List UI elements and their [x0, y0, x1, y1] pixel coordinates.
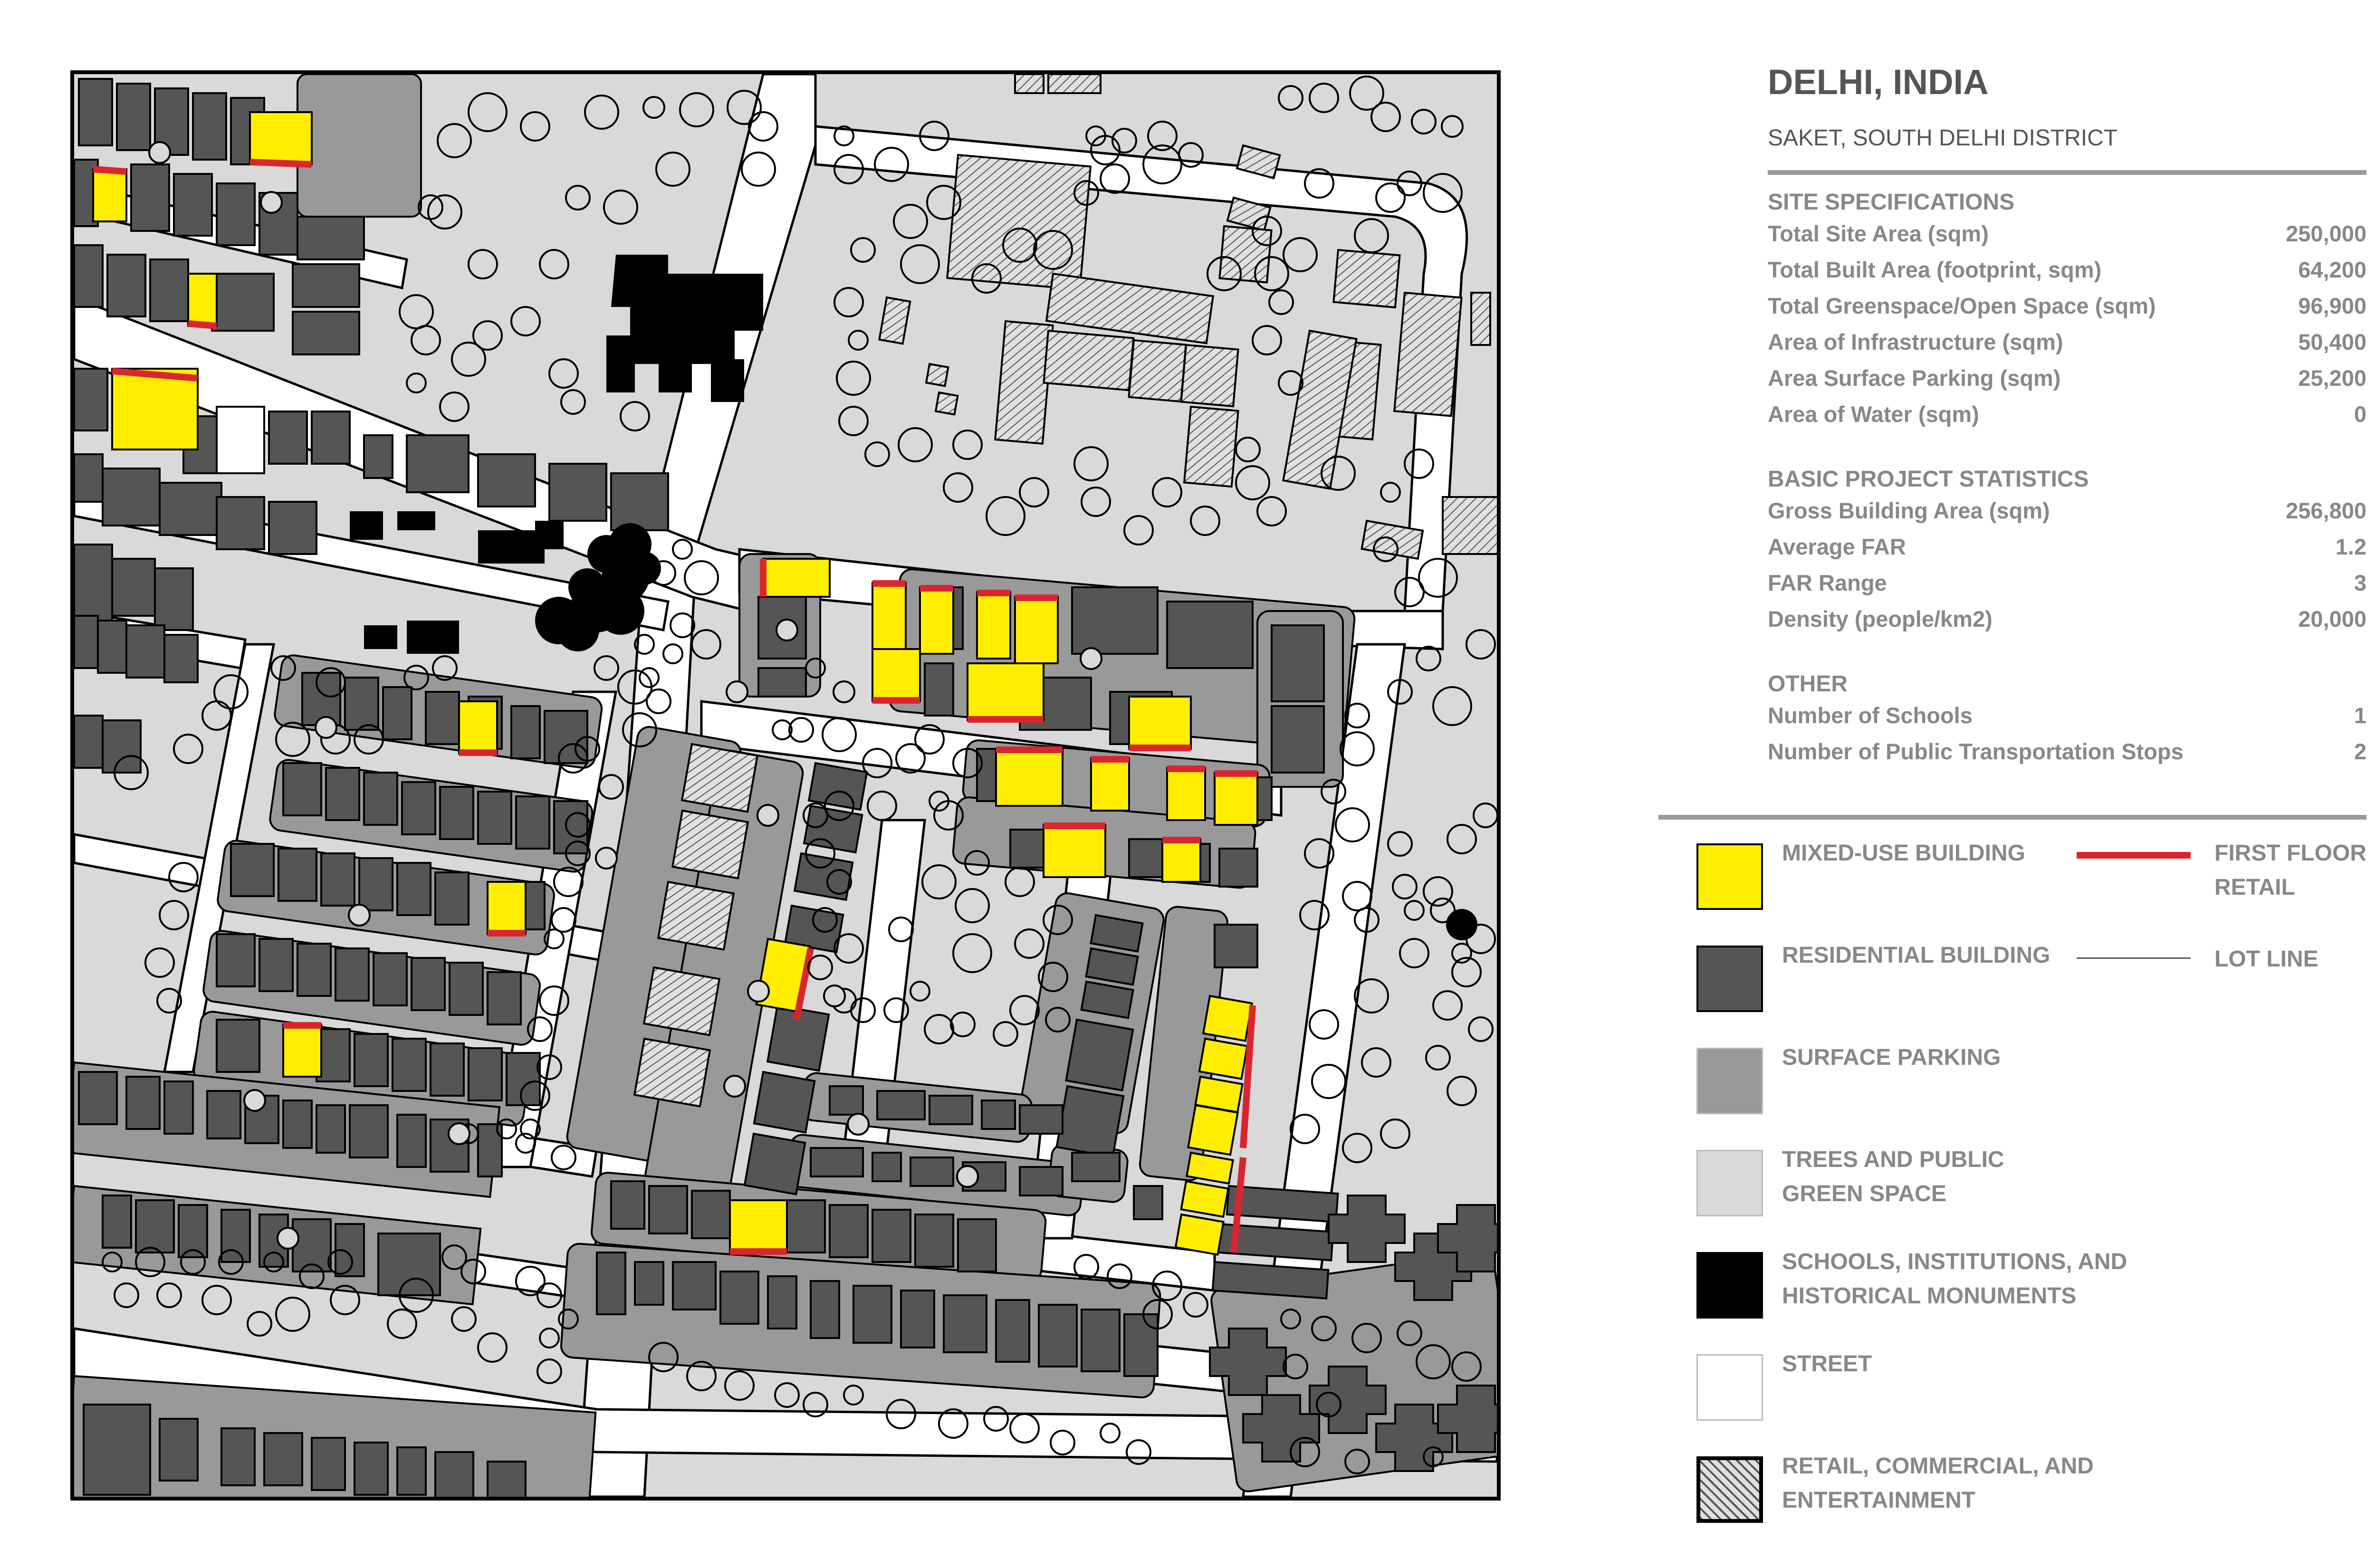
stat-row: Density (people/km2) 20,000 [1768, 606, 2366, 631]
info-panel [1768, 62, 2366, 769]
retail-line-swatch [2077, 852, 2191, 859]
mixed-use-label: MIXED-USE BUILDING [1782, 841, 2026, 866]
schools-label-2: HISTORICAL MONUMENTS [1782, 1283, 2077, 1309]
divider [1768, 170, 2366, 175]
spec-row: Total Greenspace/Open Space (sqm) 96,900 [1768, 293, 2366, 318]
map-drawing [74, 74, 1497, 1497]
parking-swatch [1696, 1048, 1763, 1114]
spec-row: Area of Water (sqm) 0 [1768, 401, 2366, 427]
spec-row: Area Surface Parking (sqm) 25,200 [1768, 365, 2366, 391]
green-space-label: TREES AND PUBLIC [1782, 1147, 2004, 1172]
street-label: STREET [1782, 1351, 1872, 1377]
retail-label: RETAIL, COMMERCIAL, AND [1782, 1453, 2094, 1479]
stats-list [1768, 492, 2366, 637]
first-floor-retail-label-2: RETAIL [2214, 875, 2295, 900]
site-specs-heading: SITE SPECIFICATIONS [1768, 190, 2015, 215]
stat-row: Gross Building Area (sqm) 256,800 [1768, 497, 2366, 523]
stat-row: FAR Range 3 [1768, 570, 2366, 595]
site-specs-list [1768, 215, 2366, 432]
legend-divider [1658, 815, 2366, 820]
spec-row: Area of Infrastructure (sqm) 50,400 [1768, 329, 2366, 354]
green-space-swatch [1696, 1150, 1763, 1216]
retail-swatch [1696, 1456, 1763, 1523]
other-row: Number of Public Transportation Stops 2 [1768, 738, 2366, 764]
district-subtitle: SAKET, SOUTH DELHI DISTRICT [1768, 125, 2118, 151]
lot-line-label: LOT LINE [2214, 947, 2319, 972]
first-floor-retail-label: FIRST FLOOR [2214, 841, 2366, 866]
city-title: DELHI, INDIA [1768, 62, 1989, 102]
mixed-use-swatch [1696, 843, 1763, 910]
stats-heading: BASIC PROJECT STATISTICS [1768, 467, 2089, 492]
parking-label: SURFACE PARKING [1782, 1045, 2001, 1070]
green-space-label-2: GREEN SPACE [1782, 1181, 1946, 1206]
stat-row: Average FAR 1.2 [1768, 534, 2366, 559]
spec-row: Total Built Area (footprint, sqm) 64,200 [1768, 257, 2366, 282]
legend [1658, 815, 2366, 1513]
schools-swatch [1696, 1252, 1763, 1319]
residential-label: RESIDENTIAL BUILDING [1782, 943, 2050, 968]
other-list [1768, 697, 2366, 769]
white-lot [217, 407, 264, 473]
schools-label: SCHOOLS, INSTITUTIONS, AND [1782, 1249, 2127, 1274]
other-row: Number of Schools 1 [1768, 702, 2366, 728]
other-heading: OTHER [1768, 671, 1848, 697]
site-map [70, 70, 1501, 1501]
street-swatch [1696, 1354, 1763, 1421]
retail-label-2: ENTERTAINMENT [1782, 1488, 1976, 1513]
lot-line-swatch [2077, 957, 2191, 959]
residential-swatch [1696, 946, 1763, 1012]
spec-row: Total Site Area (sqm) 250,000 [1768, 220, 2366, 246]
